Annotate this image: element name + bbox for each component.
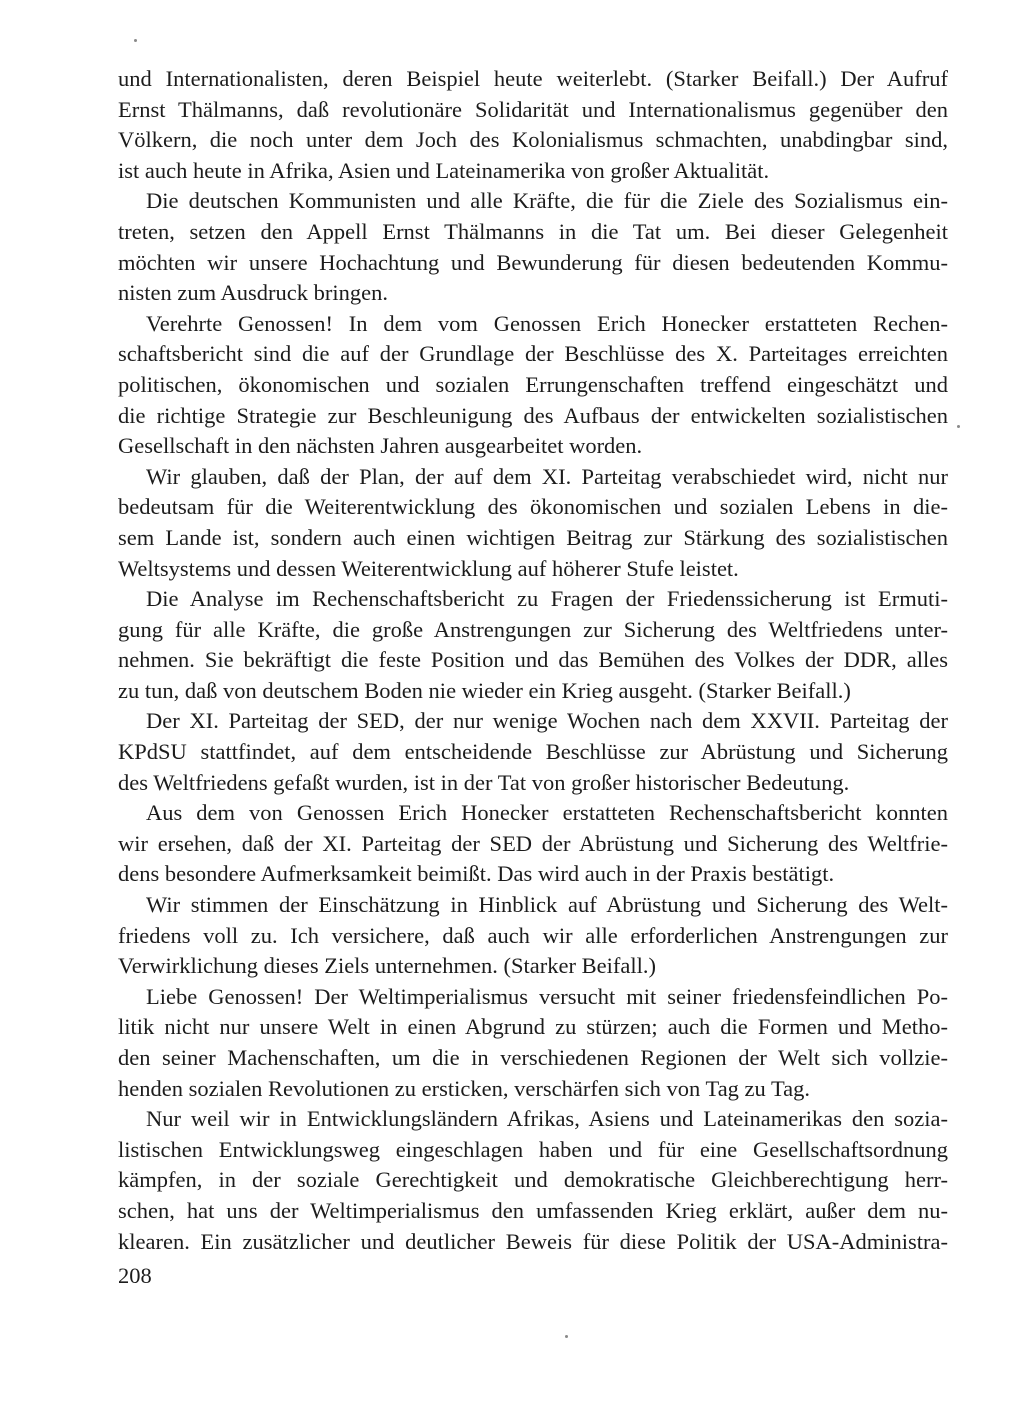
text-line: Der XI. Parteitag der SED, der nur wenige Wochen nach dem XXVII. Parteitag der: [146, 708, 948, 734]
paragraph: [118, 186, 948, 308]
text-line: schen, hat uns der Weltimperialismus den umfassenden Krieg erklärt, außer dem nu-: [118, 1197, 948, 1223]
text-line: KPdSU stattfindet, auf dem entscheidende Beschlüsse zur Abrüstung und Sicherung: [118, 739, 948, 765]
text-line: und Internationalisten, deren Beispiel heute weiterlebt. (Starker Beifall.) Der Aufruf: [118, 66, 948, 91]
paragraph: [118, 584, 948, 706]
text-line: möchten wir unsere Hochachtung und Bewunderung für diesen bedeutenden Kommu-: [118, 249, 948, 275]
text-line: politischen, ökonomischen und sozialen Errungenschaften treffend eingeschätzt und: [118, 371, 948, 397]
text-line: des Weltfriedens gefaßt wurden, ist in der Tat von großer historischer Bedeutung.: [118, 769, 850, 795]
text-line: nisten zum Ausdruck bringen.: [118, 280, 388, 306]
text-line: listischen Entwicklungsweg eingeschlagen haben und für eine Gesellschaftsordnung: [118, 1136, 948, 1162]
text-line: kämpfen, in der soziale Gerechtigkeit und demokratische Gleichberechtigung herr-: [118, 1167, 948, 1193]
text-line: bedeutsam für die Weiterentwicklung des ökonomischen und sozialen Lebens in die-: [118, 494, 948, 520]
text-line: friedens voll zu. Ich versichere, daß auch wir alle erforderlichen Anstrengungen zur: [118, 922, 948, 948]
text-line: ist auch heute in Afrika, Asien und Lateinamerika von großer Aktualität.: [118, 157, 770, 183]
scan-speck: [565, 1335, 568, 1338]
text-line: schaftsbericht sind die auf der Grundlage der Beschlüsse des X. Parteitages erreichten: [118, 341, 948, 367]
paragraph: [118, 309, 948, 462]
text-line: henden sozialen Revolutionen zu ersticken, verschärfen sich von Tag zu Tag.: [118, 1075, 811, 1101]
text-line: wir ersehen, daß der XI. Parteitag der SED der Abrüstung und Sicherung des Weltfrie-: [118, 830, 948, 856]
scan-speck: [134, 39, 137, 42]
paragraph: [118, 462, 948, 584]
text-line: den seiner Machenschaften, um die in verschiedenen Regionen der Welt sich vollzie-: [118, 1045, 948, 1070]
paragraph: [118, 798, 948, 890]
paragraph: [118, 982, 948, 1104]
text-line: Liebe Genossen! Der Weltimperialismus versucht mit seiner friedensfeindlichen Po-: [146, 983, 948, 1009]
text-line: Die deutschen Kommunisten und alle Kräfte, die für die Ziele des Sozialismus ein-: [146, 188, 948, 214]
text-line: litik nicht nur unsere Welt in einen Abgrund zu stürzen; auch die Formen und Metho-: [118, 1014, 948, 1040]
text-line: Wir glauben, daß der Plan, der auf dem XI. Parteitag verabschiedet wird, nicht nur: [146, 463, 948, 489]
text-line: Nur weil wir in Entwicklungsländern Afrikas, Asiens und Lateinamerikas den sozia-: [146, 1106, 948, 1132]
text-line: Gesellschaft in den nächsten Jahren ausgearbeitet worden.: [118, 433, 643, 459]
text-line: Die Analyse im Rechenschaftsbericht zu Fragen der Friedenssicherung ist Ermuti-: [146, 586, 948, 612]
text-line: die richtige Strategie zur Beschleunigung des Aufbaus der entwickelten sozialistischen: [118, 402, 948, 428]
text-line: zu tun, daß von deutschem Boden nie wieder ein Krieg ausgeht. (Starker Beifall.): [118, 677, 851, 703]
text-line: Völkern, die noch unter dem Joch des Kolonialismus schmachten, unabdingbar sind,: [118, 127, 948, 153]
page-number: 208: [118, 1263, 152, 1288]
text-line: treten, setzen den Appell Ernst Thälmanns in die Tat um. Bei dieser Gelegenheit: [118, 218, 948, 244]
text-line: Verwirklichung dieses Ziels unternehmen. (Starker Beifall.): [118, 953, 656, 979]
text-line: sem Lande ist, sondern auch einen wichtigen Beitrag zur Stärkung des sozialistischen: [118, 524, 948, 550]
text-line: nehmen. Sie bekräftigt die feste Position und das Bemühen des Volkes der DDR, alles: [118, 647, 948, 673]
paragraph: [118, 706, 948, 798]
text-line: dens besondere Aufmerksamkeit beimißt. Das wird auch in der Praxis bestätigt.: [118, 861, 835, 887]
paragraph: [118, 1104, 948, 1257]
paragraph: [118, 64, 948, 186]
text-line: gung für alle Kräfte, die große Anstrengungen zur Sicherung des Weltfriedens unter-: [118, 616, 948, 642]
scan-speck: [957, 425, 960, 428]
text-line: Weltsystems und dessen Weiterentwicklung auf höherer Stufe leistet.: [118, 555, 739, 581]
paragraph: [118, 890, 948, 982]
text-line: klearen. Ein zusätzlicher und deutlicher Beweis für diese Politik der USA-Administra-: [118, 1228, 948, 1254]
text-line: Ernst Thälmanns, daß revolutionäre Solidarität und Internationalismus gegenüber den: [118, 96, 948, 122]
text-line: Wir stimmen der Einschätzung in Hinblick auf Abrüstung und Sicherung des Welt-: [146, 892, 948, 918]
text-line: Aus dem von Genossen Erich Honecker erstatteten Rechenschaftsbericht konnten: [146, 800, 948, 826]
body-text: [118, 64, 948, 1257]
text-line: Verehrte Genossen! In dem vom Genossen Erich Honecker erstatteten Rechen-: [146, 310, 948, 336]
